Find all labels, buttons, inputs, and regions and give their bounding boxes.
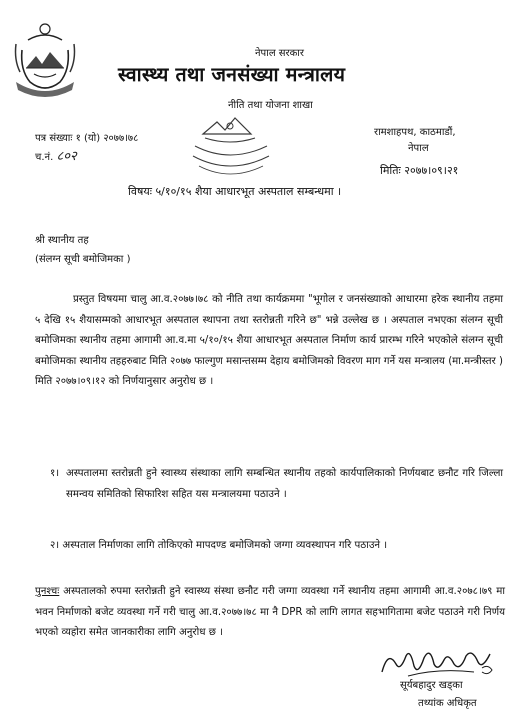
date-value: २०७७।०९।२१ (404, 164, 459, 177)
office-seal-stamp (185, 112, 275, 178)
chalani-value: ८०२ (56, 149, 77, 164)
signatory-name: सूर्यबहादुर खड्का (400, 680, 463, 691)
subject-text: ५/१०/१५ शैया आधारभूत अस्पताल सम्बन्धमा । (155, 185, 342, 198)
ministry-name: स्वास्थ्य तथा जनसंख्या मन्त्रालय (118, 63, 346, 86)
date-label: मितिः (380, 164, 401, 177)
nepal-emblem-icon (12, 20, 78, 98)
chalani-number (35, 146, 77, 164)
list-item-number: २। (50, 540, 60, 551)
list-item-text: अस्पताल निर्माणका लागि तोकिएको मापदण्ड बमोजिमको जग्गा व्यवस्थापन गरि पठाउने । (62, 540, 388, 551)
letter-number-value: १ (यो) २०७७।७८ (75, 133, 139, 144)
address-line-1: रामशाहपथ, काठमाडौं, (374, 127, 456, 138)
letter-date (380, 163, 458, 178)
postscript-text: अस्पतालको रुपमा स्तरोन्नती हुने स्वास्थ्य संस्था छनौट गरी जग्गा व्यवस्था गर्ने स्थानीय तहमा आगामी आ.व.२०७८।७९ मा भवन निर्माणको बजेट व्यवस्था गर्ने गरी चालु आ.व.२०७७।७८ मा नै DPR को लागि लागत सहभागितामा बजेट पठाउने गरी निर्णय भएको व्यहोरा समेत जानकारीका लागि अनुरोध छ । (35, 586, 505, 638)
list-item-text: अस्पतालमा स्तरोन्नती हुने स्वास्थ्य संस्थाका लागि सम्बन्धित स्थानीय तहको कार्यपालिकाको निर्णयबाट छनौट गरि जिल्ला समन्वय समितिको सिफारिश सहित यस मन्त्रालयमा पठाउने । (66, 468, 503, 500)
subject-label: विषयः (128, 185, 152, 198)
branch-name: नीति तथा योजना शाखा (228, 100, 313, 111)
list-item (50, 536, 503, 557)
signatory-title: तथ्यांक अधिकृत (418, 698, 477, 709)
government-name: नेपाल सरकार (255, 48, 304, 59)
handwritten-signature (378, 642, 496, 682)
list-item-number: १। (50, 468, 60, 479)
chalani-label: च.नं. (35, 152, 54, 163)
address-line-2: नेपाल (408, 143, 429, 154)
postscript-label: पुनश्चः (35, 586, 60, 597)
subject-line (128, 184, 341, 199)
postscript (35, 582, 505, 644)
body-paragraph: प्रस्तुत विषयमा चालु आ.व.२०७७।७८ को नीति तथा कार्यक्रममा "भूगोल र जनसंख्याको आधारमा हरेक स्थानीय तहमा ५ देखि १५ शैयासम्मको आधारभूत अस्पताल स्थापना तथा स्तरोन्नती गरिने छ" भन्ने उल्लेख छ । अस्पताल नभएका संलग्न सूची बमोजिमका स्थानीय तहमा आगामी आ.व.मा ५/१०/१५ शैया आधारभूत अस्पताल निर्माण कार्य प्रारम्भ गरिने भएकोले संलग्न सूची बमोजिमका स्थानीय तहहरुबाट मिति २०७७ फाल्गुण मसान्तसम्म देहाय बमोजिमको विवरण माग गर्ने यस मन्त्रालय (मा.मन्त्रीस्तर ) मिति २०७७।०९।१२ को निर्णयानुसार अनुरोध छ । (35, 294, 503, 387)
letter-number (35, 130, 138, 144)
letter-number-label: पत्र संख्याः (35, 133, 73, 144)
addressee-line-1: श्री स्थानीय तह (35, 235, 89, 246)
addressee-line-2: (संलग्न सूची बमोजिमका ) (35, 254, 131, 265)
